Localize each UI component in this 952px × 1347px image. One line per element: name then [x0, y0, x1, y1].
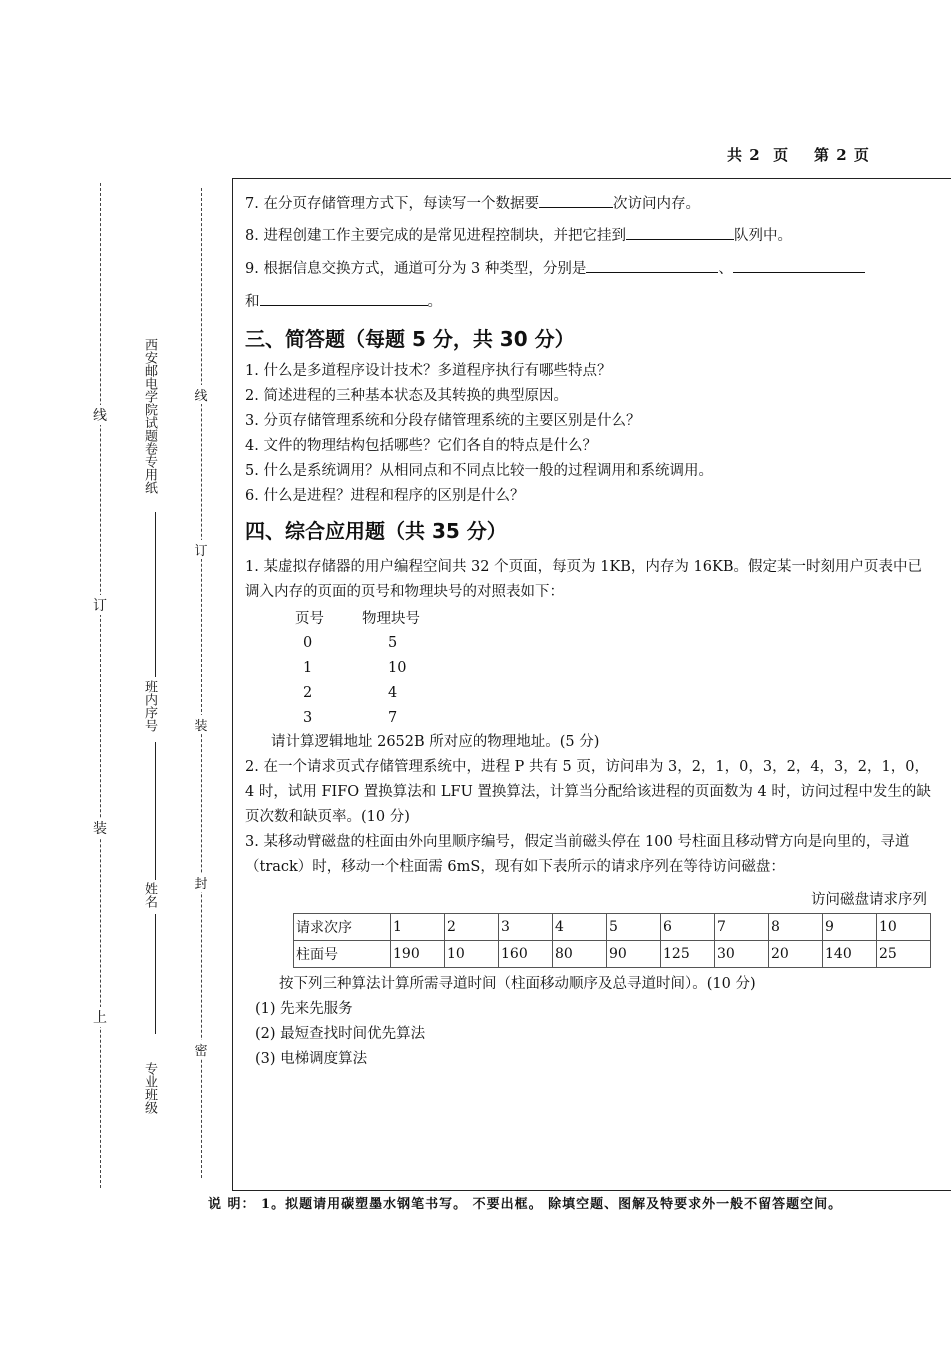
outer-char-shang: 上 — [92, 1007, 108, 1027]
disk-row-label-cylinder: 柱面号 — [294, 941, 391, 968]
table-cell: 6 — [661, 914, 715, 941]
disk-row-label-order: 请求次序 — [294, 914, 391, 941]
s4-question-3: 3. 某移动臂磁盘的柱面由外向里顺序编号，假定当前磁头停在 100 号柱面且移动臂方向是向里的，寻道（track）时，移动一个柱面需 6mS，现有如下表所示的请求序列在等待访问磁盘： — [245, 834, 910, 875]
table-cell: 3 — [303, 709, 313, 726]
q9-sep: 、 — [718, 261, 733, 277]
q9-prefix: 9. 根据信息交换方式，通道可分为 3 种类型，分别是 — [245, 261, 587, 277]
table-cell: 90 — [607, 941, 661, 968]
q9-blank-1 — [586, 258, 718, 273]
q9-end: 。 — [427, 294, 442, 310]
outer-binding-line — [100, 183, 101, 1188]
page-table — [295, 605, 420, 730]
table-cell: 8 — [769, 914, 823, 941]
s4-question-1: 1. 某虚拟存储器的用户编程空间共 32 个页面，每页为 1KB，内存为 16KB。假定某一时刻用户页表中已调入内存的页面的页号和物理块号的对照表如下： — [245, 559, 922, 600]
table-cell: 5 — [388, 634, 398, 651]
table-cell: 4 — [388, 684, 398, 701]
q9-and: 和 — [245, 294, 260, 310]
table-cell: 4 — [553, 914, 607, 941]
table-cell: 80 — [553, 941, 607, 968]
s3-question-6: 6. 什么是进程？进程和程序的区别是什么？ — [245, 488, 525, 504]
table-cell: 9 — [823, 914, 877, 941]
q7-prefix: 7. 在分页存储管理方式下，每读写一个数据要 — [245, 196, 539, 212]
table-cell: 140 — [823, 941, 877, 968]
q7-suffix: 次访问内存。 — [612, 196, 700, 212]
name-line — [155, 914, 156, 1034]
table-row — [295, 680, 420, 705]
s4-q3-ask: 按下列三种算法计算所需寻道时间（柱面移动顺序及总寻道时间）。(10 分) — [279, 976, 756, 992]
outer-char-ding: 订 — [92, 595, 108, 615]
q8-suffix: 队列中。 — [733, 228, 792, 244]
q8-blank — [626, 225, 734, 240]
page-table-header-page: 页号 — [295, 611, 324, 627]
inner-char-xian: 线 — [193, 385, 209, 404]
question-9-cont — [245, 290, 935, 315]
table-cell: 30 — [715, 941, 769, 968]
s3-question-5: 5. 什么是系统调用？从相同点和不同点比较一般的过程调用和系统调用。 — [245, 463, 713, 479]
q9-blank-3 — [260, 291, 428, 306]
page-table-header-block: 物理块号 — [362, 611, 420, 627]
class-seq-label: 班内序号 — [142, 680, 157, 732]
table-cell: 160 — [499, 941, 553, 968]
table-cell: 10 — [445, 941, 499, 968]
s4-q3-item-1: (1) 先来先服务 — [255, 1001, 353, 1017]
s3-question-4: 4. 文件的物理结构包括哪些？它们各自的特点是什么？ — [245, 438, 597, 454]
inner-char-mi: 密 — [193, 1040, 209, 1059]
q8-prefix: 8. 进程创建工作主要完成的是常见进程控制块，并把它挂到 — [245, 228, 626, 244]
name-label: 姓名 — [142, 882, 157, 908]
table-cell: 10 — [388, 659, 407, 676]
table-cell: 125 — [661, 941, 715, 968]
section-4-title: 四、综合应用题（共 35 分） — [245, 519, 507, 543]
inner-binding-line — [201, 188, 202, 1178]
school-label: 西安邮电学院试题卷专用纸 — [142, 338, 157, 494]
table-cell: 190 — [391, 941, 445, 968]
outer-char-zhuang: 装 — [92, 818, 108, 838]
table-row — [294, 941, 931, 968]
s3-question-3: 3. 分页存储管理系统和分段存储管理系统的主要区别是什么？ — [245, 413, 641, 429]
table-cell: 20 — [769, 941, 823, 968]
s4-question-2: 2. 在一个请求页式存储管理系统中，进程 P 共有 5 页，访问串为 3，2，1，0，3，2，4，3，2，1，0，4 时，试用 FIFO 置换算法和 LFU 置换算法，计算当分配给该进程的页面数为 4 时，访问过程中发生的缺页次数和缺页率。(10 分) — [245, 759, 931, 825]
question-9 — [245, 257, 935, 282]
section-3-title: 三、简答题（每题 5 分，共 30 分） — [245, 327, 575, 351]
inner-char-feng: 封 — [193, 873, 209, 892]
table-cell: 25 — [877, 941, 931, 968]
school-line — [155, 512, 156, 677]
table-row — [295, 705, 420, 730]
q9-blank-2 — [733, 258, 865, 273]
table-row — [295, 655, 420, 680]
table-cell: 1 — [391, 914, 445, 941]
outer-char-xian: 线 — [92, 405, 108, 425]
inner-char-ding: 订 — [193, 540, 209, 559]
q7-blank — [539, 193, 613, 208]
table-cell: 1 — [303, 659, 313, 676]
s4-q3-item-3: (3) 电梯调度算法 — [255, 1051, 368, 1067]
table-cell: 2 — [303, 684, 313, 701]
s3-question-2: 2. 简述进程的三种基本状态及其转换的典型原因。 — [245, 388, 568, 404]
table-row — [294, 914, 931, 941]
table-cell: 10 — [877, 914, 931, 941]
table-row — [295, 605, 420, 630]
question-8 — [245, 224, 935, 249]
question-7 — [245, 192, 935, 217]
table-cell: 7 — [388, 709, 398, 726]
page-count: 共 2 页 第 2 页 — [727, 146, 870, 164]
exam-content — [245, 192, 935, 1072]
footer-note: 说 明： 1。拟题请用碳塑墨水钢笔书写。 不要出框。 除填空题、图解及特要求外一般不留答题空间。 — [208, 1197, 843, 1212]
disk-table-caption: 访问磁盘请求序列 — [811, 892, 927, 908]
table-cell: 7 — [715, 914, 769, 941]
table-cell: 2 — [445, 914, 499, 941]
table-cell: 3 — [499, 914, 553, 941]
s4-q3-item-2: (2) 最短查找时间优先算法 — [255, 1026, 426, 1042]
s3-question-1: 1. 什么是多道程序设计技术？多道程序执行有哪些特点？ — [245, 363, 612, 379]
disk-request-table — [293, 913, 931, 968]
inner-char-zhuang: 装 — [193, 715, 209, 734]
table-cell: 0 — [303, 634, 313, 651]
major-class-label: 专业班级 — [142, 1062, 157, 1114]
class-seq-line — [155, 742, 156, 880]
s4-q1-ask: 请计算逻辑地址 2652B 所对应的物理地址。(5 分) — [271, 734, 600, 750]
table-cell: 5 — [607, 914, 661, 941]
table-row — [295, 630, 420, 655]
